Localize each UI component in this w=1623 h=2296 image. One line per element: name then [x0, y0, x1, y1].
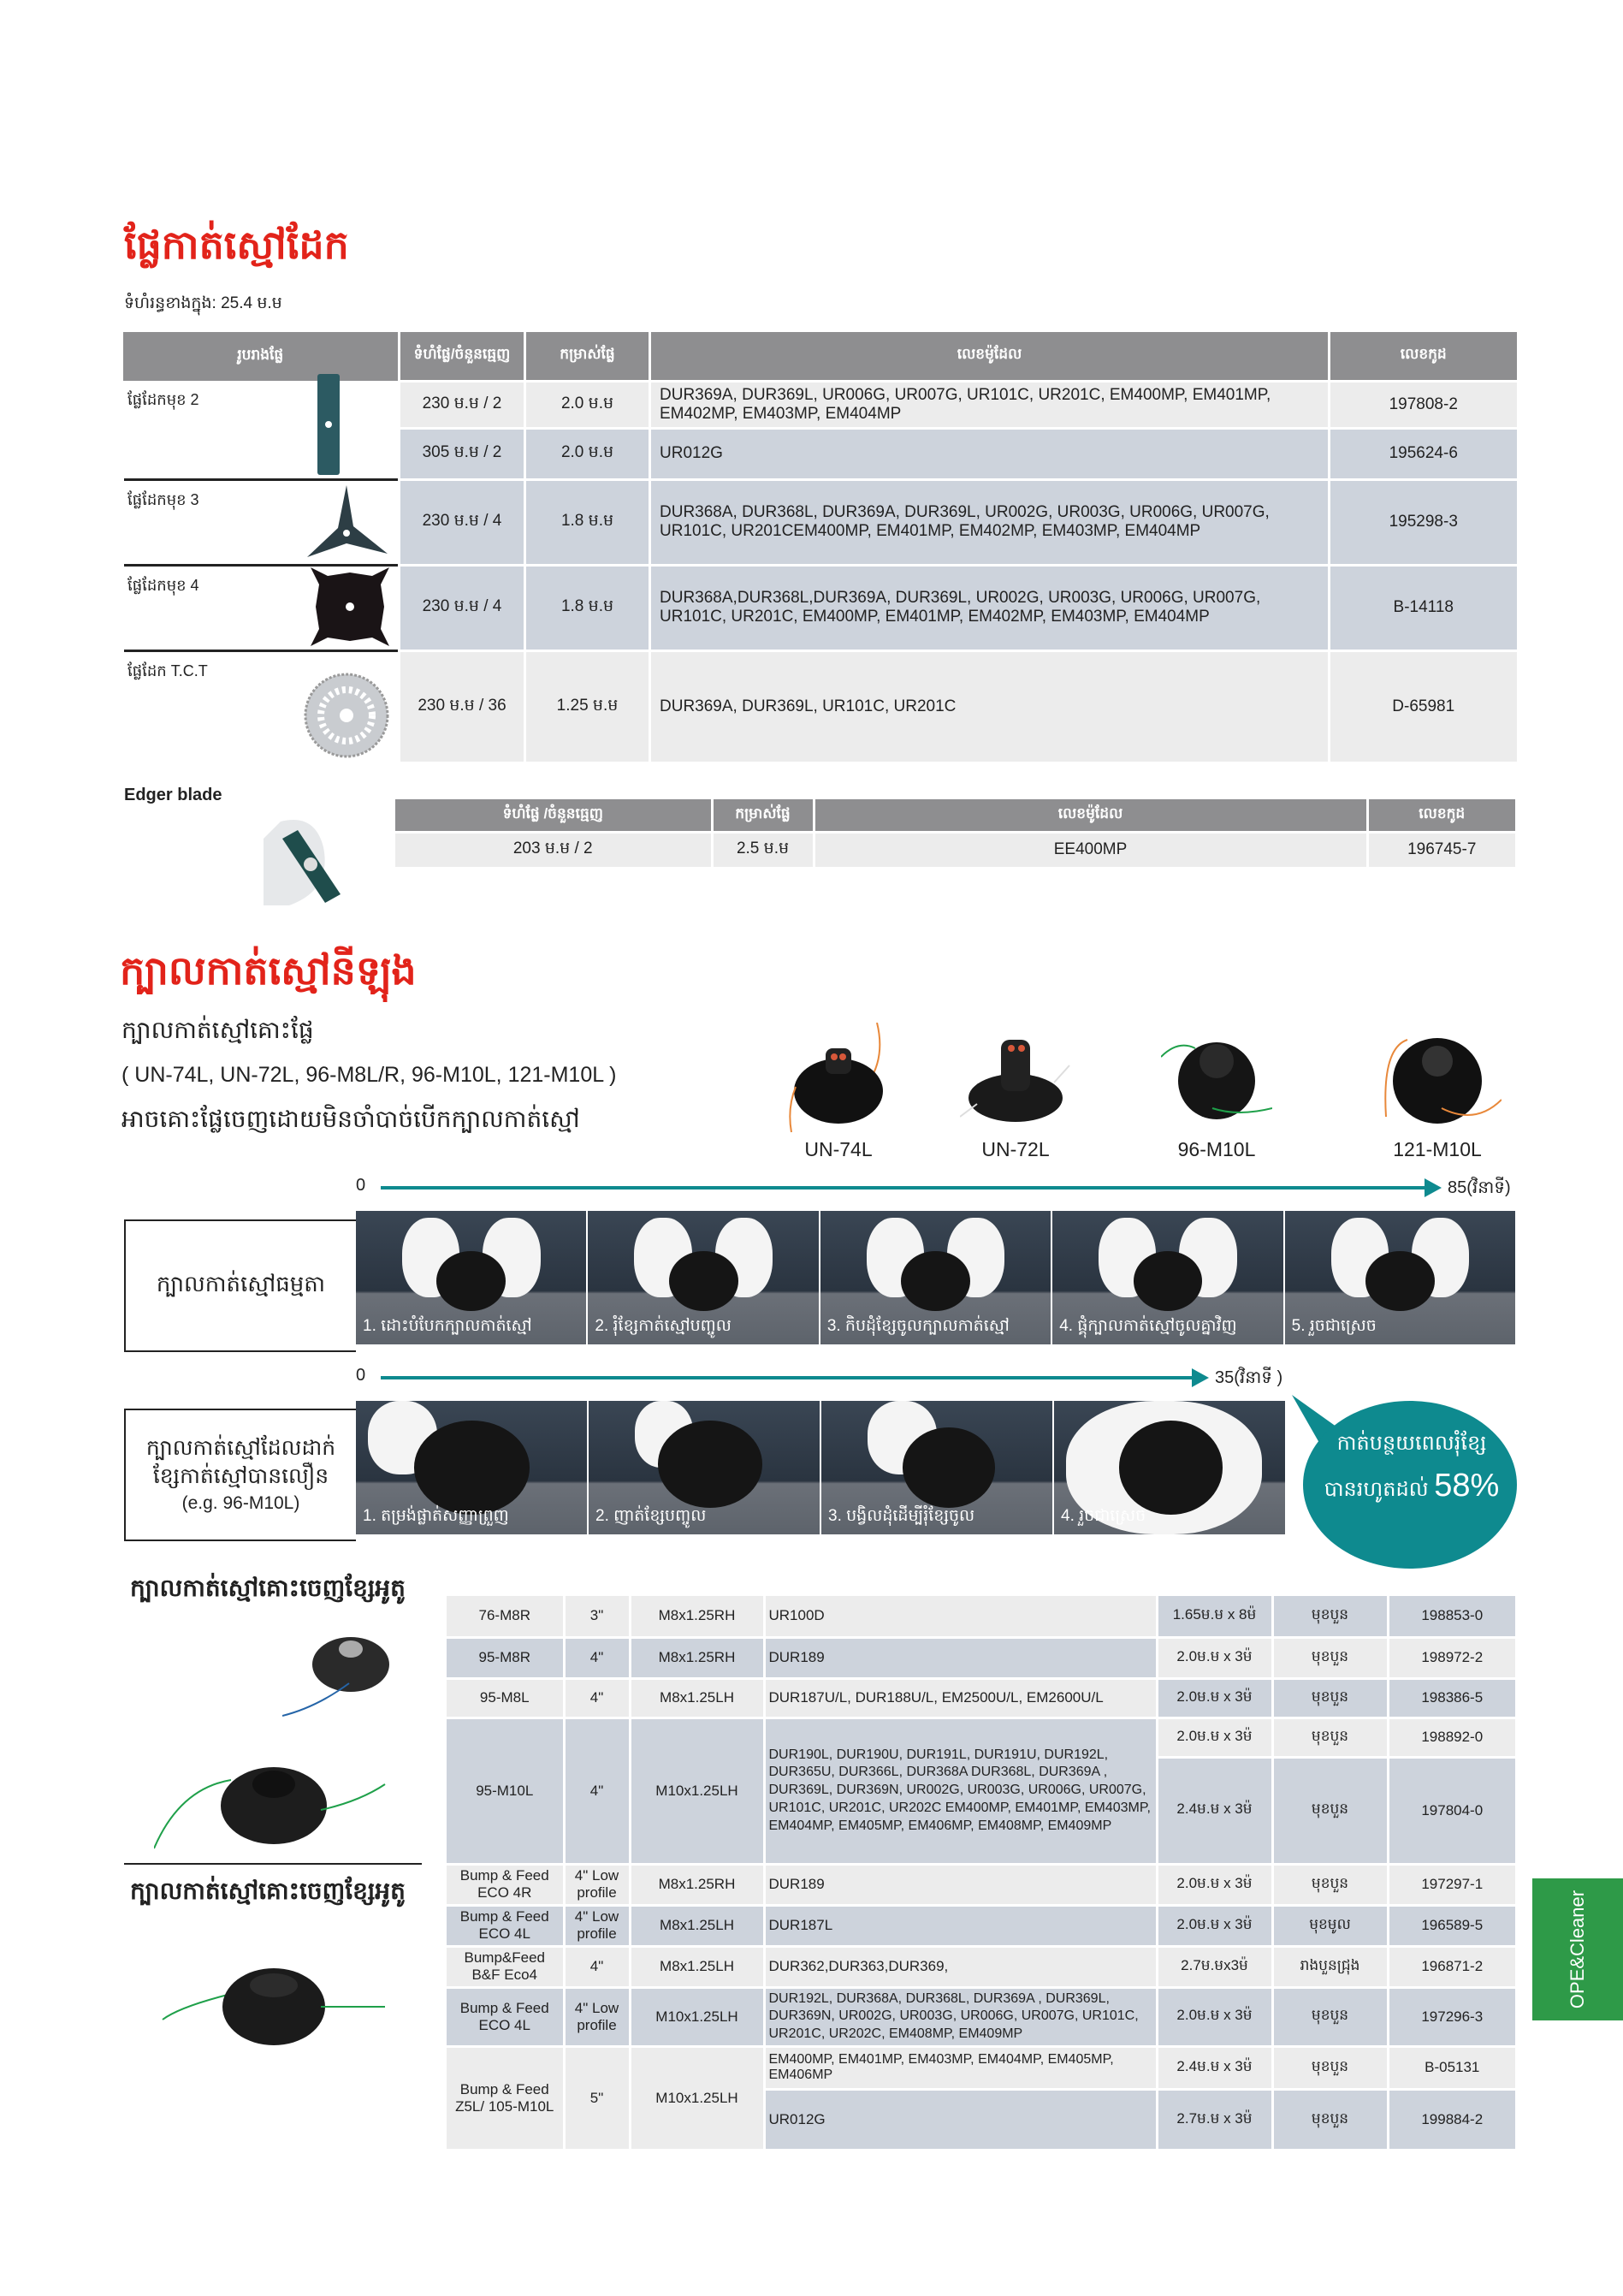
thread: M8x1.25RH — [630, 1864, 764, 1905]
models: DUR362,DUR363,DUR369, — [764, 1946, 1157, 1987]
timeline-end: 85(វិនាទី) — [1448, 1178, 1511, 1197]
size: 230 ម.ម / 36 — [400, 650, 525, 762]
normal-steps-photos — [356, 1211, 1515, 1344]
head-name: Bump & Feed ECO 4R — [447, 1864, 564, 1905]
head-name: Bump&Feed B&F Eco4 — [447, 1946, 564, 1987]
line-shape: មុខបួន — [1272, 1596, 1388, 1637]
table-row — [123, 565, 1517, 650]
product-un-74l — [774, 1023, 903, 1161]
timeline-rapid — [381, 1376, 1194, 1379]
size: 203 ម.ម / 2 — [395, 832, 712, 867]
header-thickness: កម្រាស់ផ្លែ — [712, 799, 814, 832]
models: UR100D — [764, 1596, 1157, 1637]
step-caption: 4. ផ្គុំក្បាលកាត់ស្មៅចូលគ្នាវិញ — [1059, 1317, 1237, 1335]
tct-blade-icon — [304, 673, 389, 758]
nylon-title: ក្បាលកាត់ស្មៅនីឡុង — [120, 948, 417, 993]
head-name: 95-M8R — [447, 1637, 564, 1678]
rapid-steps-photos — [356, 1401, 1285, 1534]
step-caption: 2. រុំខ្សែកាត់ស្មៅបញ្ចូល — [595, 1317, 732, 1335]
edger-blade-icon — [264, 813, 353, 905]
inner-hole-note: ទំហំរន្ធខាងក្នុង: 25.4 ម.ម — [124, 294, 282, 312]
product-96-m10l — [1152, 1023, 1281, 1161]
head-name: Bump & Feed ECO 4L — [447, 1905, 564, 1946]
product-label: 121-M10L — [1393, 1138, 1482, 1160]
step-photo — [821, 1401, 1052, 1534]
step-photo — [356, 1211, 586, 1344]
steel-blades-title: ផ្លែកាត់ស្មៅដែក — [124, 222, 349, 267]
header-size: ទំហំផ្លែ /ចំនួនធ្មេញ — [395, 799, 712, 832]
table-row — [447, 1987, 1515, 2046]
normal-head-label: ក្បាលកាត់ស្មៅធម្មតា — [156, 1270, 326, 1296]
line-shape: រាងបួនជ្រុង — [1272, 1946, 1388, 1987]
side-tab-label: OPE&Cleaner — [1567, 1890, 1588, 2009]
line-shape: មុខមូល — [1272, 1905, 1388, 1946]
product-heads — [770, 1023, 1523, 1177]
size: 4" — [564, 1678, 630, 1718]
size: 230 ម.ម / 4 — [400, 479, 525, 565]
code: 197804-0 — [1388, 1757, 1515, 1864]
step-caption: 1. ដោះបំបែកក្បាលកាត់ស្មៅ — [363, 1317, 532, 1335]
thickness: 2.5 ម.ម — [712, 832, 814, 867]
size: 4" Low profile — [564, 1905, 630, 1946]
table-row — [447, 1905, 1515, 1946]
step-photo — [1285, 1211, 1515, 1344]
product-un-72l — [951, 1023, 1080, 1161]
thread: M10x1.25LH — [630, 1987, 764, 2046]
table-row — [447, 1864, 1515, 1905]
timeline-start: 0 — [356, 1176, 366, 1195]
line-spec: 2.7ម.មx3ម៉ — [1157, 1946, 1272, 1987]
head-name: 95-M8L — [447, 1678, 564, 1718]
models: DUR369A, DUR369L, UR006G, UR007G, UR101C, UR201C, EM400MP, EM401MP, EM402MP, EM403MP, EM404MP — [650, 381, 1330, 428]
step-photo — [356, 1401, 587, 1534]
edger-table — [395, 799, 1515, 867]
header-models: លេខម៉ូដែល — [814, 799, 1367, 832]
code: 196589-5 — [1388, 1905, 1515, 1946]
normal-head-label-box — [124, 1219, 356, 1352]
line-shape: មុខបួន — [1272, 1864, 1388, 1905]
rapid-head-label: ខ្សែកាត់ស្មៅបានលឿន — [152, 1464, 329, 1489]
header-thickness: កម្រាស់ផ្លែ — [525, 332, 650, 381]
models: DUR192L, DUR368A, DUR368L, DUR369A , DUR369L, DUR369N, UR002G, UR003G, UR006G, UR007G, UR101C, UR201C, UR202C, EM408MP, EM409MP — [764, 1987, 1157, 2046]
line-shape: មុខបួន — [1272, 2089, 1388, 2149]
table-row — [447, 2046, 1515, 2089]
step-caption: 2. ញាត់ខ្សែបញ្ចូល — [595, 1507, 707, 1525]
code: D-65981 — [1330, 650, 1517, 762]
size: 3" — [564, 1596, 630, 1637]
code: 198972-2 — [1388, 1637, 1515, 1678]
auto-heads-table — [447, 1596, 1515, 2149]
line-spec: 2.7ម.ម x 3ម៉ — [1157, 2089, 1272, 2149]
trimmer-head-icon — [1373, 1023, 1502, 1134]
code: 195298-3 — [1330, 479, 1517, 565]
size: 4" Low profile — [564, 1987, 630, 2046]
code: B-14118 — [1330, 565, 1517, 650]
four-tooth-blade-icon — [311, 567, 389, 646]
nylon-subtitle: ក្បាលកាត់ស្មៅគោះផ្លែ — [121, 1017, 314, 1043]
auto-heads-heading-2: ក្បាលកាត់ស្មៅគោះចេញខ្សែអូតូ — [130, 1878, 406, 1904]
models: DUR369A, DUR369L, UR101C, UR201C — [650, 650, 1330, 762]
head-name: Bump & Feed ECO 4L — [447, 1987, 564, 2046]
rapid-head-label-box — [124, 1409, 356, 1541]
code: 197808-2 — [1330, 381, 1517, 428]
thread: M8x1.25LH — [630, 1946, 764, 1987]
table-row — [447, 1637, 1515, 1678]
thread: M8x1.25RH — [630, 1596, 764, 1637]
code: 199884-2 — [1388, 2089, 1515, 2149]
callout-line1: កាត់បន្ថយពេលរុំខ្សែ — [1336, 1432, 1487, 1455]
timeline-normal — [381, 1186, 1426, 1190]
size: 230 ម.ម / 2 — [400, 381, 525, 428]
blade-name: ផ្លែដែកមុខ 2 — [127, 391, 199, 408]
line-shape: មុខបួន — [1272, 1757, 1388, 1864]
line-spec: 2.0ម.ម x 3ម៉ — [1157, 1864, 1272, 1905]
code: B-05131 — [1388, 2046, 1515, 2089]
step-photo — [588, 1211, 818, 1344]
line-shape: មុខបួន — [1272, 1987, 1388, 2046]
table-row — [395, 832, 1515, 867]
table-row — [447, 1596, 1515, 1637]
thickness: 1.8 ម.ម — [525, 479, 650, 565]
line-spec: 2.0ម.ម x 3ម៉ — [1157, 1905, 1272, 1946]
step-photo — [1054, 1401, 1285, 1534]
nylon-description: អាចគោះផ្លែចេញដោយមិនចាំបាច់បើកក្បាលកាត់ស្មៅ — [121, 1106, 580, 1132]
trimmer-head-icon — [1161, 1023, 1272, 1134]
thread: M8x1.25LH — [630, 1678, 764, 1718]
product-label: 96-M10L — [1177, 1138, 1256, 1160]
product-121-m10l — [1373, 1023, 1502, 1161]
side-tab-ope-cleaner[interactable] — [1532, 1878, 1623, 2020]
two-tooth-blade-icon — [270, 374, 389, 475]
header-code: លេខកូដ — [1330, 332, 1517, 381]
models: DUR190L, DUR190U, DUR191L, DUR191U, DUR192L, DUR365U, DUR366L, DUR368A DUR368L, DUR369A , DUR369L, DUR369N, UR002G, UR003G, UR006G, UR007G, UR101C, UR201C, UR202C EM400MP, EM401MP, EM403MP, EM404MP, EM405MP, EM406MP, EM408MP, EM409MP — [764, 1718, 1157, 1864]
edger-label: Edger blade — [124, 786, 222, 804]
head-name: 76-M8R — [447, 1596, 564, 1637]
table-row — [447, 1718, 1515, 1757]
size: 305 ម.ម / 2 — [400, 428, 525, 479]
table-row — [447, 1946, 1515, 1987]
auto-heads-heading-1: ក្បាលកាត់ស្មៅគោះចេញខ្សែអូតូ — [130, 1575, 406, 1601]
line-spec: 2.4ម.ម x 3ម៉ — [1157, 1757, 1272, 1864]
bump-feed-head-icon — [154, 1763, 394, 1857]
table-row — [123, 650, 1517, 762]
thickness: 2.0 ម.ម — [525, 381, 650, 428]
line-shape: មុខបួន — [1272, 1637, 1388, 1678]
bump-feed-eco-head-icon — [154, 1960, 394, 2054]
code: 196745-7 — [1367, 832, 1515, 867]
size: 4" — [564, 1637, 630, 1678]
thread: M8x1.25LH — [630, 1905, 764, 1946]
blade-name: ផ្លែដែកមុខ 4 — [127, 576, 199, 594]
models: DUR368A,DUR368L,DUR369A, DUR369L, UR002G, UR003G, UR006G, UR007G, UR101C, UR201C, EM400MP, EM401MP, EM402MP, EM403MP, EM404MP — [650, 565, 1330, 650]
code: 196871-2 — [1388, 1946, 1515, 1987]
size: 4" Low profile — [564, 1864, 630, 1905]
product-label: UN-72L — [981, 1138, 1050, 1160]
models: EM400MP, EM401MP, EM403MP, EM404MP, EM405MP, EM406MP — [764, 2046, 1157, 2089]
size: 5" — [564, 2046, 630, 2149]
line-spec: 2.0ម.ម x 3ម៉ — [1157, 1678, 1272, 1718]
models: UR012G — [650, 428, 1330, 479]
thread: M8x1.25RH — [630, 1637, 764, 1678]
timeline-start: 0 — [356, 1366, 366, 1385]
head-name: Bump & Feed Z5L/ 105-M10L — [447, 2046, 564, 2149]
size: 4" — [564, 1946, 630, 1987]
arrow-right-icon — [1192, 1368, 1209, 1387]
header-models: លេខម៉ូដែល — [650, 332, 1330, 381]
time-saving-callout — [1318, 1427, 1506, 1512]
nylon-models-line: ( UN-74L, UN-72L, 96-M8L/R, 96-M10L, 121-M10L ) — [121, 1063, 617, 1087]
steel-blades-table — [121, 332, 1517, 762]
models: DUR187U/L, DUR188U/L, EM2500U/L, EM2600U/L — [764, 1678, 1157, 1718]
code: 197297-1 — [1388, 1864, 1515, 1905]
step-caption: 4. រួចជាស្រេច — [1061, 1507, 1146, 1525]
trimmer-head-icon — [960, 1023, 1071, 1134]
line-spec: 2.0ម.ម x 3ម៉ — [1157, 1718, 1272, 1757]
header-code: លេខកូដ — [1367, 799, 1515, 832]
timeline-end: 35(វិនាទី ) — [1215, 1368, 1283, 1387]
head-name: 95-M10L — [447, 1718, 564, 1864]
code: 197296-3 — [1388, 1987, 1515, 2046]
callout-line2: បានរហូតដល់ — [1324, 1478, 1429, 1502]
line-spec: 2.0ម.ម x 3ម៉ — [1157, 1637, 1272, 1678]
bump-head-icon — [282, 1630, 411, 1733]
table-row — [447, 1678, 1515, 1718]
three-tooth-blade-icon — [304, 484, 389, 561]
table-row — [123, 479, 1517, 565]
step-caption: 3. បង្វិលដុំដើម្បីរុំខ្សែចូល — [828, 1507, 975, 1525]
thread: M10x1.25LH — [630, 2046, 764, 2149]
line-spec: 1.65ម.ម x 8ម៉ — [1157, 1596, 1272, 1637]
code: 195624-6 — [1330, 428, 1517, 479]
divider — [124, 1863, 422, 1865]
step-caption: 1. តម្រង់ផ្លាត់សញ្ញាព្រួញ — [363, 1507, 509, 1525]
table-row — [123, 381, 1517, 428]
thickness: 1.8 ម.ម — [525, 565, 650, 650]
header-shape: រូបរាងផ្លែ — [123, 332, 400, 381]
blade-name: ផ្លែដែកមុខ 3 — [127, 490, 199, 508]
blade-name: ផ្លែដែក T.C.T — [127, 662, 208, 679]
step-caption: 3. កិបដុំខ្សែចូលក្បាលកាត់ស្មៅ — [826, 1317, 1010, 1335]
code: 198386-5 — [1388, 1678, 1515, 1718]
thickness: 1.25 ម.ម — [525, 650, 650, 762]
header-size: ទំហំផ្លែ/ចំនួនធ្មេញ — [400, 332, 525, 381]
callout-percent: 58% — [1434, 1468, 1500, 1504]
models: DUR187L — [764, 1905, 1157, 1946]
step-photo — [589, 1401, 820, 1534]
product-label: UN-74L — [804, 1138, 873, 1160]
models: DUR189 — [764, 1637, 1157, 1678]
code: 198892-0 — [1388, 1718, 1515, 1757]
step-photo — [820, 1211, 1051, 1344]
rapid-head-example: (e.g. 96-M10L) — [181, 1493, 300, 1514]
models: DUR189 — [764, 1864, 1157, 1905]
code: 198853-0 — [1388, 1596, 1515, 1637]
models: DUR368A, DUR368L, DUR369A, DUR369L, UR002G, UR003G, UR006G, UR007G, UR101C, UR201CEM400MP, EM401MP, EM402MP, EM403MP, EM404MP — [650, 479, 1330, 565]
models: UR012G — [764, 2089, 1157, 2149]
line-shape: មុខបួន — [1272, 1678, 1388, 1718]
step-caption: 5. រួចជាស្រេច — [1291, 1317, 1377, 1335]
models: EE400MP — [814, 832, 1367, 867]
trimmer-head-icon — [783, 1023, 894, 1134]
thickness: 2.0 ម.ម — [525, 428, 650, 479]
step-photo — [1052, 1211, 1282, 1344]
line-shape: មុខបួន — [1272, 1718, 1388, 1757]
size: 4" — [564, 1718, 630, 1864]
arrow-right-icon — [1425, 1178, 1442, 1197]
line-shape: មុខបួន — [1272, 2046, 1388, 2089]
line-spec: 2.4ម.ម x 3ម៉ — [1157, 2046, 1272, 2089]
thread: M10x1.25LH — [630, 1718, 764, 1864]
rapid-head-label: ក្បាលកាត់ស្មៅដែលដាក់ — [145, 1435, 336, 1460]
line-spec: 2.0ម.ម x 3ម៉ — [1157, 1987, 1272, 2046]
size: 230 ម.ម / 4 — [400, 565, 525, 650]
